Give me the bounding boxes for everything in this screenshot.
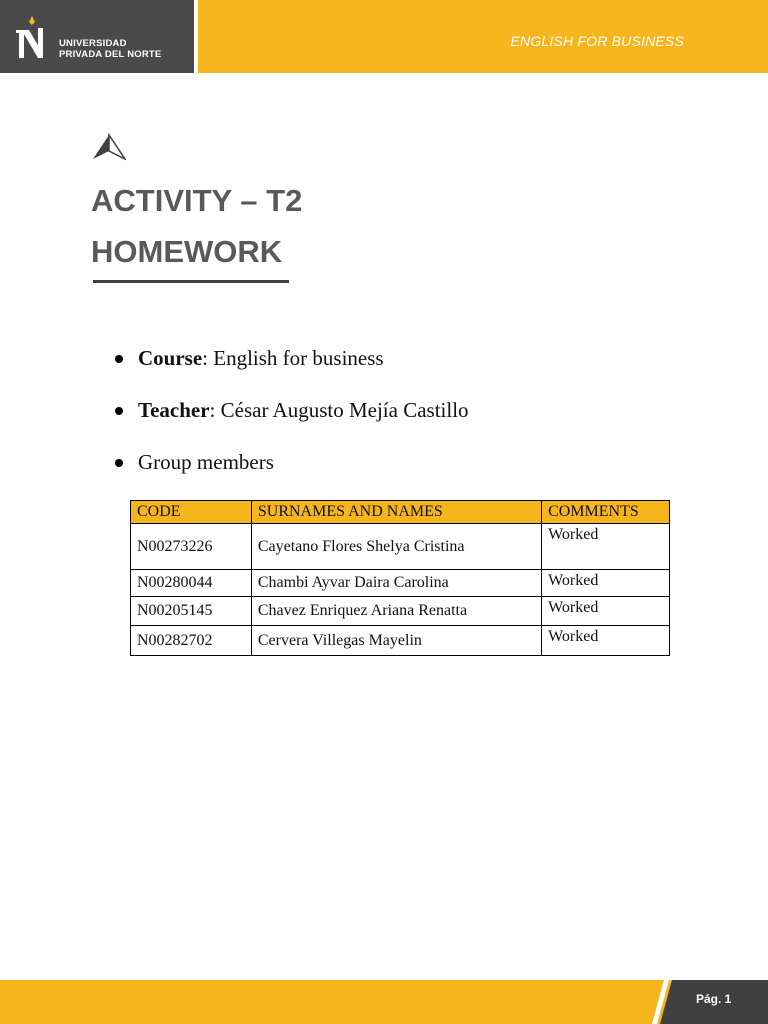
logo-line2: PRIVADA DEL NORTE <box>59 49 162 60</box>
document-subtitle: HOMEWORK <box>91 234 283 269</box>
upn-logo-icon <box>16 14 48 60</box>
course-value: : English for business <box>202 346 384 370</box>
code-cell: N00273226 <box>131 524 252 570</box>
comment-cell: Worked <box>542 570 670 597</box>
code-cell: N00205145 <box>131 597 252 626</box>
group-members-table <box>130 500 670 656</box>
info-list <box>112 342 469 498</box>
table-row <box>131 524 670 570</box>
table-row <box>131 570 670 597</box>
group-members-label: Group members <box>138 450 274 474</box>
list-item-teacher <box>112 394 469 446</box>
table-row <box>131 597 670 626</box>
bullet-icon <box>115 355 123 363</box>
column-header-comments: COMMENTS <box>542 501 670 524</box>
page-number: Pág. 1 <box>696 992 732 1006</box>
code-cell: N00282702 <box>131 626 252 656</box>
title-underline <box>93 280 289 283</box>
teacher-label: Teacher <box>138 398 210 422</box>
table-header-row <box>131 501 670 524</box>
column-header-names: SURNAMES AND NAMES <box>251 501 541 524</box>
table-row <box>131 626 670 656</box>
column-header-code: CODE <box>131 501 252 524</box>
logo-line1: UNIVERSIDAD <box>59 38 127 49</box>
bullet-icon <box>115 407 123 415</box>
list-item-course <box>112 342 469 394</box>
arrow-icon <box>92 133 126 161</box>
name-cell: Cervera Villegas Mayelin <box>251 626 541 656</box>
name-cell: Chambi Ayvar Daira Carolina <box>251 570 541 597</box>
name-cell: Chavez Enriquez Ariana Renatta <box>251 597 541 626</box>
page-header <box>0 0 768 73</box>
comment-cell: Worked <box>542 626 670 656</box>
bullet-icon <box>115 459 123 467</box>
document-title: ACTIVITY – T2 <box>91 183 303 218</box>
list-item-group-members <box>112 446 469 498</box>
name-cell: Cayetano Flores Shelya Cristina <box>251 524 541 570</box>
university-logo <box>0 0 194 73</box>
comment-cell: Worked <box>542 524 670 570</box>
page-footer <box>0 980 768 1024</box>
teacher-value: : César Augusto Mejía Castillo <box>209 398 469 422</box>
header-title: ENGLISH FOR BUSINESS <box>510 33 684 49</box>
course-label: Course <box>138 346 203 370</box>
code-cell: N00280044 <box>131 570 252 597</box>
comment-cell: Worked <box>542 597 670 626</box>
